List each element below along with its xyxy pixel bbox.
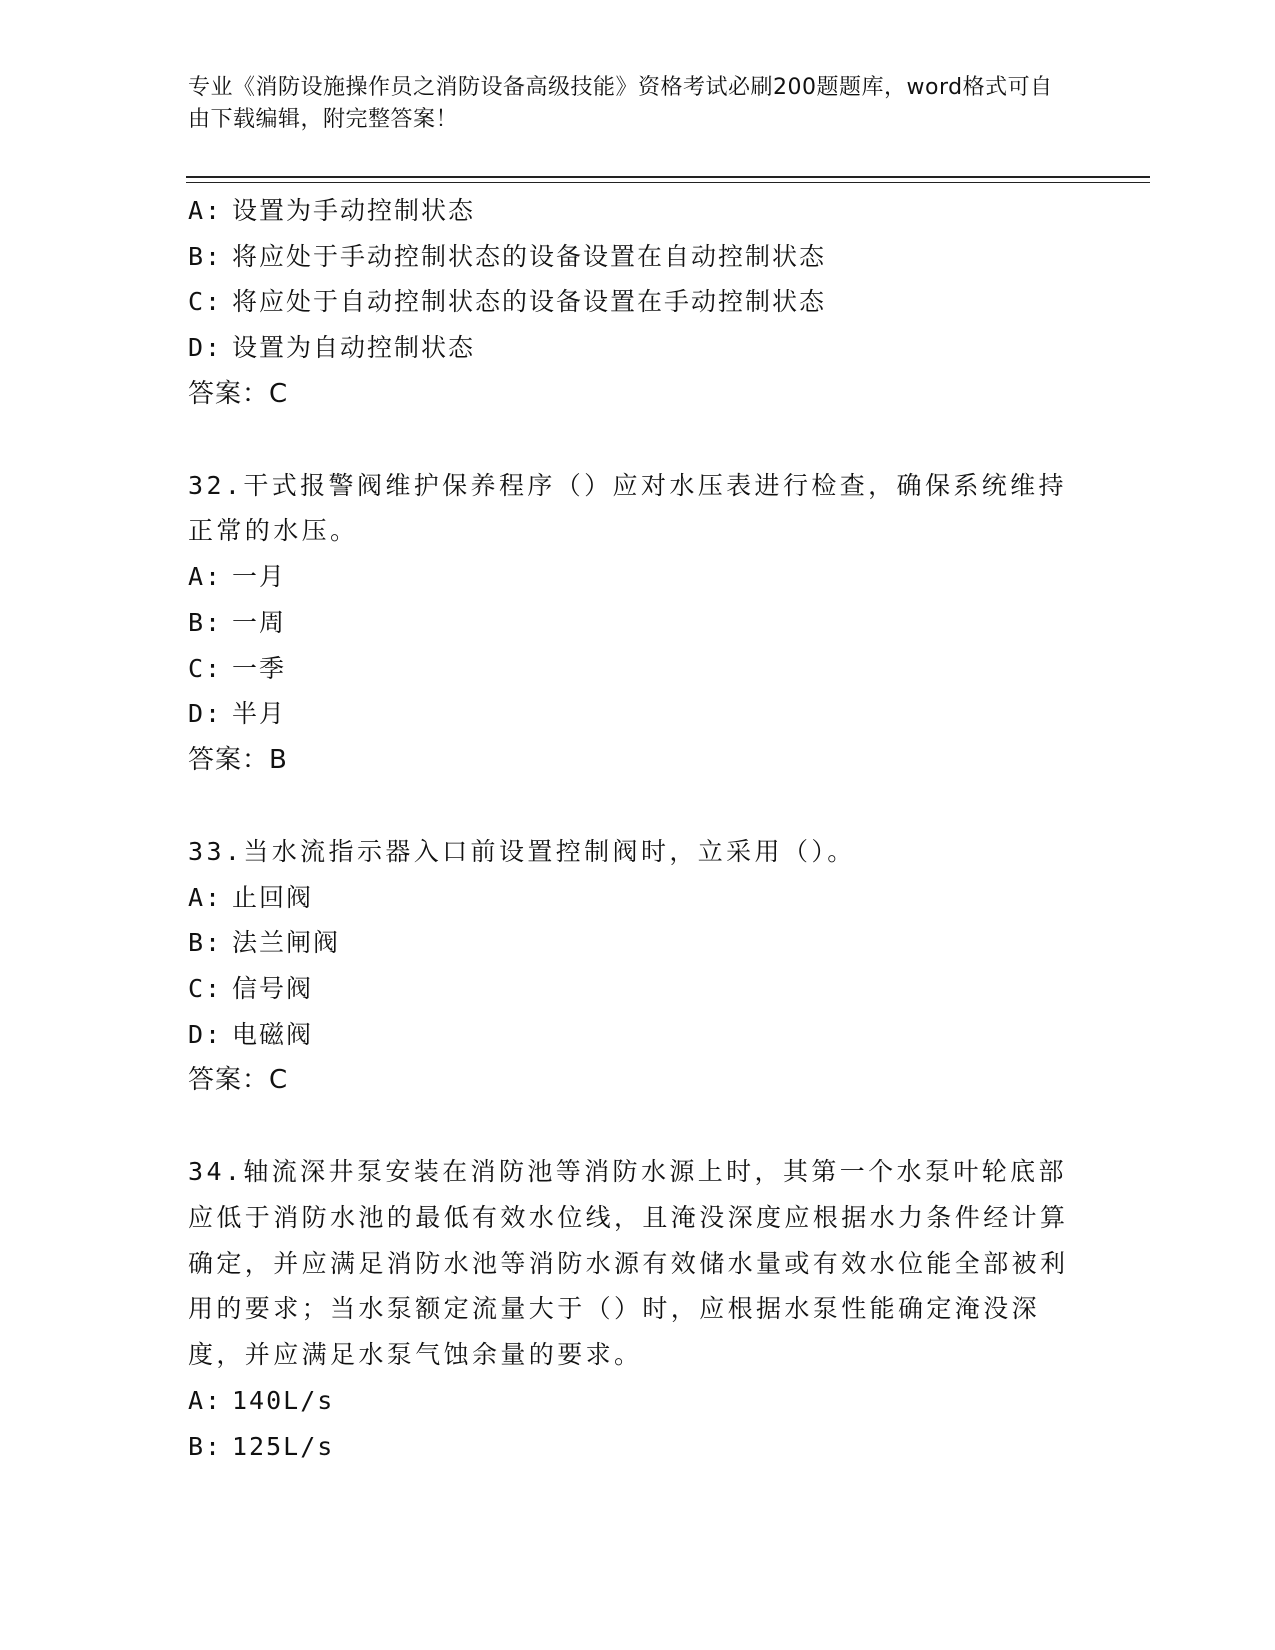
- document-header: [188, 72, 1068, 136]
- question-32: [188, 463, 1088, 783]
- option-letter: B:: [188, 1431, 223, 1461]
- question-text: 33.当水流指示器入口前设置控制阀时，立采用（）。: [188, 836, 856, 866]
- option-text: 将应处于自动控制状态的设备设置在手动控制状态: [232, 287, 827, 317]
- answer-line: 答案：C: [188, 1065, 289, 1096]
- option-a: [188, 1378, 1088, 1424]
- question-31: [188, 188, 1088, 417]
- option-letter: A:: [188, 1385, 223, 1415]
- option-letter: D:: [188, 699, 223, 729]
- option-text: 设置为自动控制状态: [232, 333, 476, 363]
- option-text: 125L/s: [232, 1431, 335, 1461]
- header-divider-thick: [186, 176, 1150, 178]
- spacer: [188, 783, 1088, 829]
- option-d: [188, 691, 1088, 737]
- option-text: 设置为手动控制状态: [232, 196, 476, 225]
- option-letter: D:: [188, 1019, 223, 1049]
- answer-line: 答案：C: [188, 378, 289, 409]
- answer-line: 答案：B: [188, 744, 288, 775]
- option-letter: B:: [188, 928, 223, 958]
- option-a: [188, 554, 1088, 600]
- option-b: [188, 920, 1088, 966]
- header-divider-thin: [186, 182, 1150, 183]
- option-letter: C:: [188, 973, 223, 1003]
- option-letter: A:: [188, 562, 223, 592]
- option-letter: A:: [188, 196, 223, 225]
- option-c: [188, 966, 1088, 1012]
- question-34: [188, 1149, 1088, 1469]
- option-a: [188, 188, 1088, 234]
- question-text: 34.轴流深井泵安装在消防池等消防水源上时，其第一个水泵叶轮底部应低于消防水池的最低有效水位线，且淹没深度应根据水力条件经计算确定，并应满足消防水池等消防水源有效储水量或有效水位能全部被利用的要求；当水泵额定流量大于（）时，应根据水泵性能确定淹没深度，并应满足水泵气蚀余量的要求。: [188, 1157, 1069, 1370]
- option-c: [188, 279, 1088, 325]
- option-letter: C:: [188, 653, 223, 683]
- option-c: [188, 646, 1088, 692]
- option-letter: B:: [188, 607, 223, 637]
- question-33: [188, 829, 1088, 1103]
- option-text: 半月: [232, 699, 287, 729]
- spacer: [188, 417, 1088, 463]
- question-text: 32.干式报警阀维护保养程序（）应对水压表进行检查，确保系统维持正常的水压。: [188, 470, 1067, 546]
- option-text: 信号阀: [232, 973, 314, 1003]
- option-text: 140L/s: [232, 1385, 335, 1415]
- option-text: 一季: [232, 653, 287, 683]
- question-list: [188, 188, 1088, 1469]
- option-text: 一周: [232, 607, 287, 637]
- option-text: 将应处于手动控制状态的设备设置在自动控制状态: [232, 241, 827, 271]
- header-intro: 专业《消防设施操作员之消防设备高级技能》资格考试必刷200题题库，word格式可自由下载编辑，附完整答案！: [188, 75, 1053, 132]
- option-b: [188, 600, 1088, 646]
- option-b: [188, 234, 1088, 280]
- option-text: 电磁阀: [232, 1019, 314, 1049]
- option-b: [188, 1424, 1088, 1470]
- option-letter: D:: [188, 333, 223, 363]
- option-text: 一月: [232, 562, 287, 592]
- option-letter: B:: [188, 241, 223, 271]
- option-d: [188, 325, 1088, 371]
- spacer: [188, 1103, 1088, 1149]
- option-a: [188, 875, 1088, 921]
- option-letter: A:: [188, 882, 223, 912]
- option-text: 法兰闸阀: [232, 928, 341, 958]
- option-letter: C:: [188, 287, 223, 317]
- option-d: [188, 1012, 1088, 1058]
- option-text: 止回阀: [232, 882, 314, 912]
